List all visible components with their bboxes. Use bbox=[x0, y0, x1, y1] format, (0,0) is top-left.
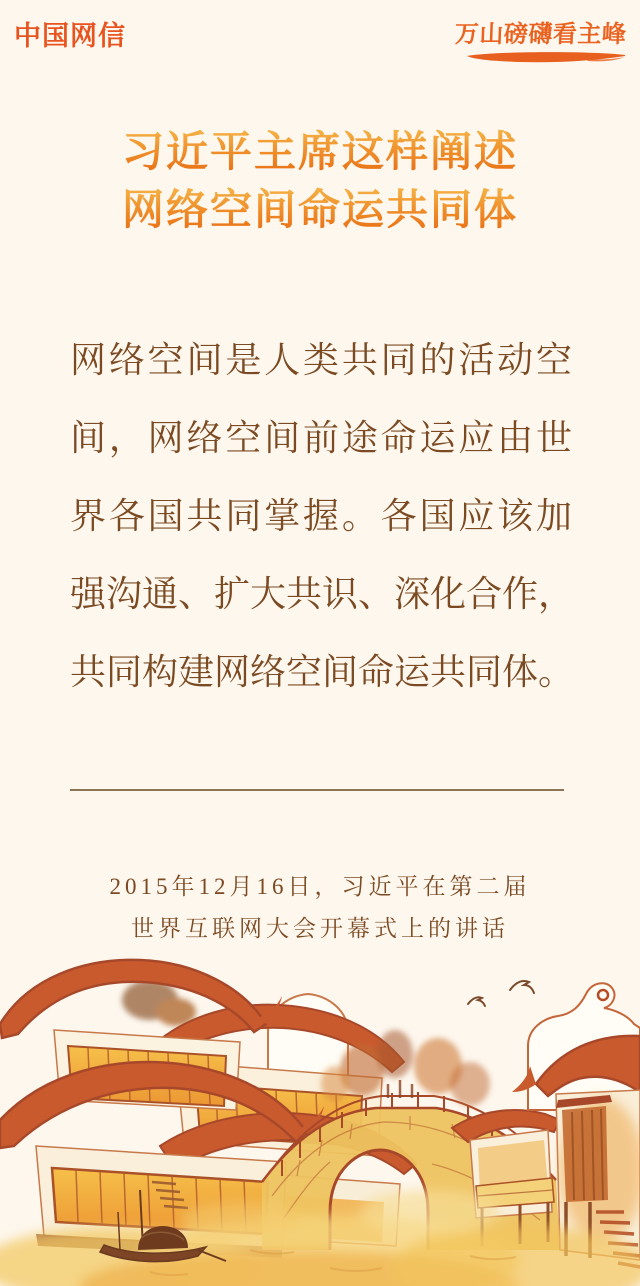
title-line-2: 网络空间命运共同体 bbox=[122, 182, 518, 240]
top-bar bbox=[0, 14, 640, 64]
slogan-text: 万山磅礴看主峰 bbox=[453, 21, 627, 48]
brush-underline-icon bbox=[466, 51, 626, 64]
quote-block bbox=[70, 321, 575, 711]
page-title bbox=[0, 124, 640, 240]
quote-line-2: 间，网络空间前途命运应由世 bbox=[70, 418, 572, 458]
attribution bbox=[0, 866, 640, 950]
divider-line bbox=[70, 789, 564, 791]
attribution-line-2: 世界互联网大会开幕式上的讲话 bbox=[131, 916, 509, 941]
bird-icon bbox=[468, 981, 534, 1006]
watertown-illustration bbox=[0, 950, 640, 1286]
quote-line-5: 共同构建网络空间命运共同体。 bbox=[70, 652, 575, 692]
quote-line-3: 界各国共同掌握。各国应该加 bbox=[70, 496, 572, 536]
quote-line-4: 强沟通、扩大共识、深化合作， bbox=[70, 574, 575, 614]
quote-line-1: 网络空间是人类共同的活动空 bbox=[70, 340, 572, 380]
attribution-line-1: 2015年12月16日，习近平在第二届 bbox=[109, 874, 531, 899]
slogan-logo bbox=[455, 14, 627, 64]
brand-logo: 中国网信 bbox=[14, 21, 126, 51]
title-line-1: 习近平主席这样阐述 bbox=[122, 124, 518, 182]
